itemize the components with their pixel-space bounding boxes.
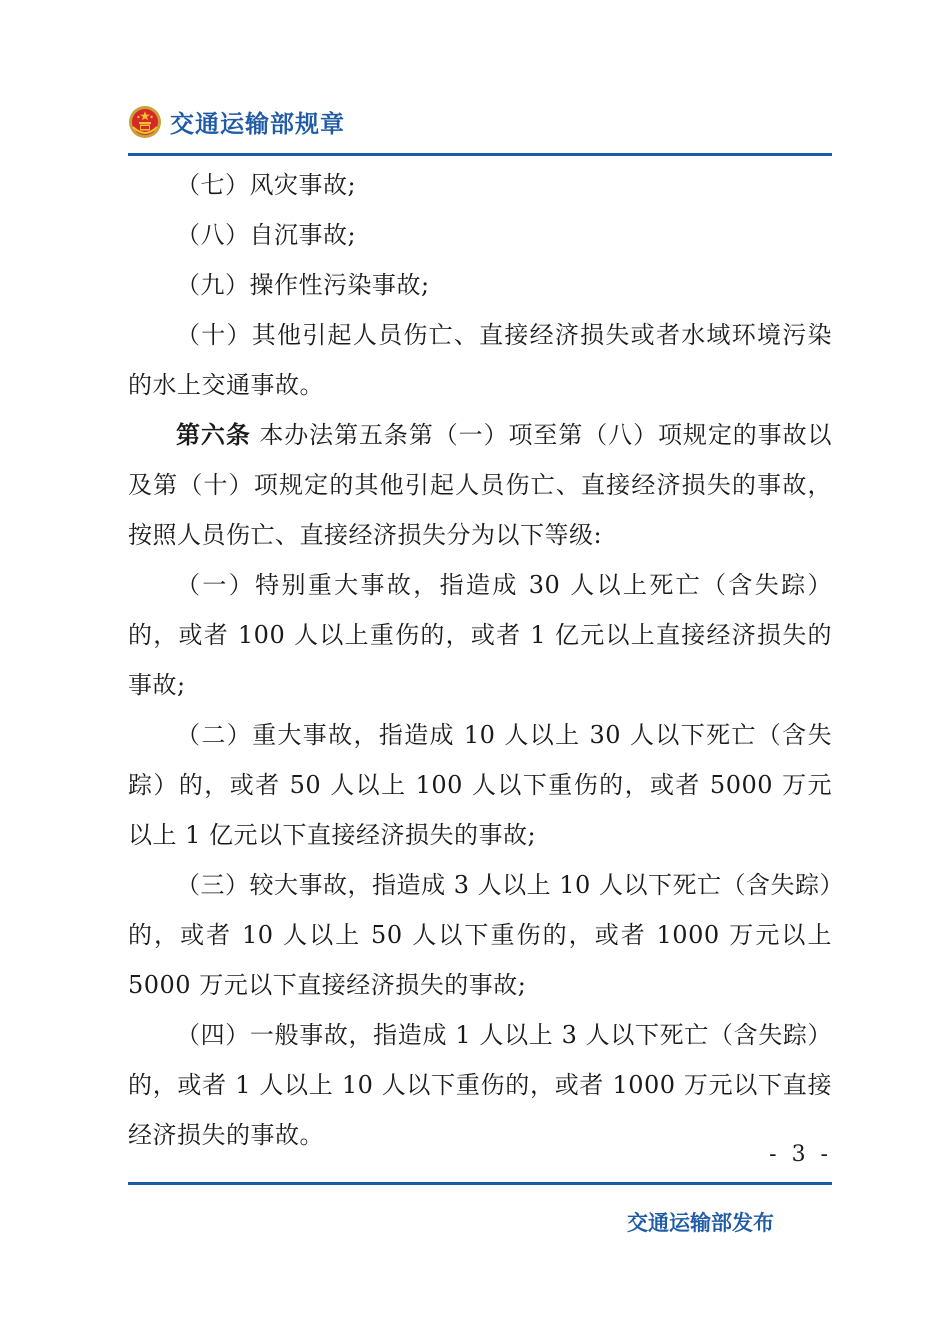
article-6-text: 本办法第五条第（一）项至第（八）项规定的事故以及第（十）项规定的其他引起人员伤亡、直接经济损失的事故，按照人员伤亡、直接经济损失分为以下等级: <box>128 421 832 549</box>
footer-divider <box>128 1182 832 1185</box>
grade-4: （四）一般事故，指造成 1 人以上 3 人以下死亡（含失踪）的，或者 1 人以上 10 人以下重伤的，或者 1000 万元以下直接经济损失的事故。 <box>128 1021 832 1149</box>
national-emblem-icon <box>128 105 162 139</box>
clause-8: （八）自沉事故; <box>176 221 357 249</box>
page-number: - 3 - <box>769 1142 832 1167</box>
grade-2: （二）重大事故，指造成 10 人以上 30 人以下死亡（含失踪）的，或者 50 人以上 100 人以下重伤的，或者 5000 万元以上 1 亿元以下直接经济损失的事故; <box>128 721 832 849</box>
footer-publisher: 交通运输部发布 <box>627 1211 774 1235</box>
page-header <box>128 104 345 139</box>
header-title: 交通运输部规章 <box>170 110 345 138</box>
article-6 <box>128 410 832 560</box>
clause-9: （九）操作性污染事故; <box>176 271 430 299</box>
clause-10: （十）其他引起人员伤亡、直接经济损失或者水域环境污染的水上交通事故。 <box>128 321 832 399</box>
header-divider <box>128 153 832 156</box>
grade-1: （一）特别重大事故，指造成 30 人以上死亡（含失踪）的，或者 100 人以上重伤的，或者 1 亿元以上直接经济损失的事故; <box>128 571 832 699</box>
document-body <box>128 160 832 1160</box>
grade-3: （三）较大事故，指造成 3 人以上 10 人以下死亡（含失踪）的，或者 10 人以上 50 人以下重伤的，或者 1000 万元以上 5000 万元以下直接经济损失的事故; <box>128 871 832 999</box>
article-6-label: 第六条 <box>176 421 251 449</box>
clause-7: （七）风灾事故; <box>176 171 357 199</box>
